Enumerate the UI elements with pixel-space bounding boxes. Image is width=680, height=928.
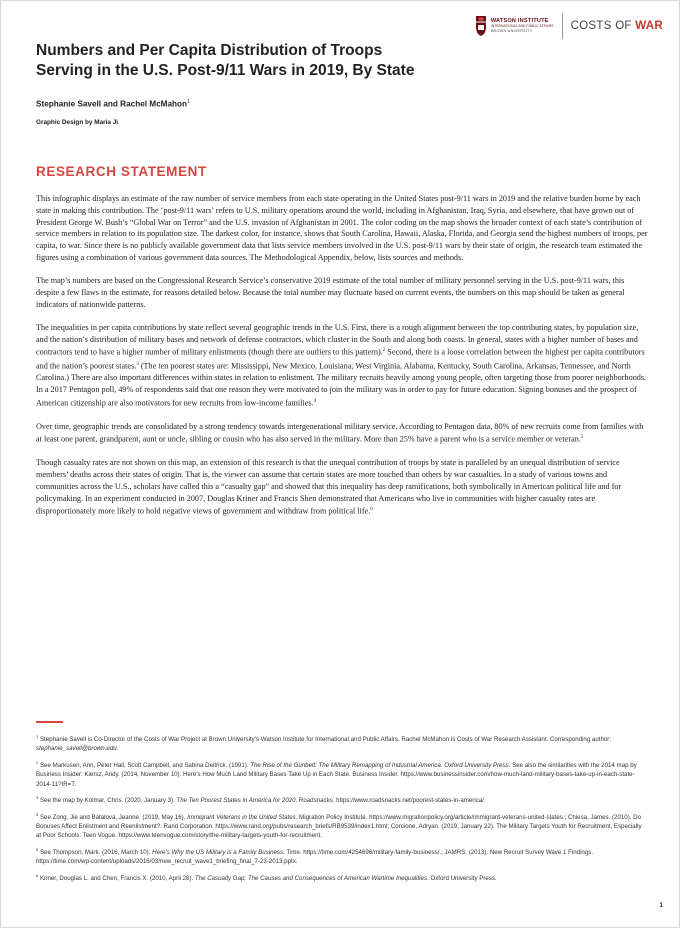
footnote-text: Kriner, Douglas L. and Chen, Francis X. (2010, April 28). — [39, 874, 195, 882]
footnotes — [36, 732, 648, 887]
design-credit: Graphic Design by Maria Ji — [36, 119, 119, 126]
footnote-text: See Markusen, Ann, Peter Hall, Scott Campbell, and Sabina Deitrick. (1991). — [39, 761, 251, 769]
header-logos — [475, 13, 663, 39]
footnote-tail: . Oxford University Press. — [427, 874, 497, 882]
paragraph-3 — [36, 322, 648, 409]
paragraph-5 — [36, 457, 648, 517]
footnote-emphasis: Immigrant Veterans in the United States — [187, 813, 296, 821]
paragraph-text: The inequalities in per capita contributions by state reflect several geographic trends in the U.S. First, there is a rough alignment between the top contributing states, by population size, and the nation’s distribution of military bases and network of defense contractors, which cluster in the South and along both coasts. In general, states with a higher number of bases and contractors tend to have a higher number of military enlistments (though there are outliers to this pattern). — [36, 322, 639, 357]
brown-shield-icon — [475, 15, 487, 37]
title-line-1: Numbers and Per Capita Distribution of Troops — [36, 42, 383, 59]
footnote-ref: 6 — [370, 507, 373, 513]
footnote-number: 1 — [36, 734, 39, 739]
footnote-3 — [36, 793, 648, 805]
footnote-emphasis: The Ten Poorest States in America for 2020 — [176, 797, 296, 805]
page-number: 1 — [659, 902, 663, 909]
footnote-tail: . Migration Policy Institute. https://www.migrationpolicy.org/article/immigrant-veterans-united-states.; Chiesa, James. (2010). Do Bonuses Affect Enlistment and Reenlistment?. Rand Corporation. https://www.rand.org/pubs/research_briefs/RB9539/index1.html; Corcione, Adryan. (2019, January 22). The Military Targets Youth for Recruitment, Especially at Poor Schools. Teen Vogue. https://www.teenvogue.com/story/the-military-targets-youth-for-recruitment. — [36, 813, 642, 840]
footnote-number: 3 — [36, 795, 39, 801]
footnote-emphasis: Here’s Why the US Military is a Family Business — [152, 848, 284, 856]
institute-name: WATSON INSTITUTE — [490, 17, 549, 24]
footnote-emphasis: stephanie_savell@brown.edu — [36, 745, 117, 753]
paragraph-2 — [36, 275, 648, 310]
university-name: BROWN UNIVERSITY — [490, 28, 533, 33]
footnote-ref: 4 — [313, 398, 317, 404]
logo-divider — [562, 13, 563, 39]
footnote-text: See Zong, Jie and Batalova, Jeanne. (2019, May 16). — [39, 813, 188, 821]
author-footnote-ref: 1 — [187, 99, 190, 105]
paragraph-1 — [36, 193, 648, 264]
footnote-number: 5 — [36, 846, 39, 852]
footnote-text: Stephanie Savell is Co-Director of the Costs of War Project at Brown University’s Watson Institute for International and Public Affairs. Rachel McMahon is Costs of War Research Assistant. Corresponding author: — [39, 736, 612, 744]
footnote-tail: . Time. https://time.com/4254696/military-family-business/.; JAMRS. (2013). New Recruit Survey Wave 1 Findings. https://time.com/wp-content/uploads/2016/03/new_recruit_wave1_briefing_final_7-23-2013.pptx. — [36, 848, 594, 866]
footnote-emphasis: The Rise of the Gunbelt: The Military Remapping of Industrial America. Oxford University Press — [250, 761, 509, 769]
title-line-2: Serving in the U.S. Post-9/11 Wars in 2019, By State — [36, 62, 415, 79]
institute-subtitle: INTERNATIONAL AND PUBLIC AFFAIRS — [490, 24, 554, 29]
paragraph-text: Over time, geographic trends are consolidated by a strong tendency towards intergenerational military service. According to Pentagon data, 80% of new recruits come from families with at least one parent, grandparent, aunt or uncle, sibling or cousin who has also served in the military. More than 25% have a parent who is a service member or veteran. — [36, 421, 644, 445]
brand-suffix: WAR — [635, 20, 663, 32]
paragraph-text: Though casualty rates are not shown on this map, an extension of this research is that the unequal contribution of troops by state is paralleled by an unequal distribution of service members’ deaths across their states of origin. That is, the viewer can assume that certain states are more touched than others by war casualties. In a study of various towns and communities across the U.S., scholars have called this a “casualty gap” and showed that this inequality has deep ramifications, both symbolically in American political life and for policymaking. In an experiment conducted in 2007, Douglas Kriner and Francis Shen demonstrated that Americans who live in communities with higher casualty rates are disproportionately more likely to hold negative views of government and withdraw from political life. — [36, 458, 622, 517]
body-text — [36, 193, 648, 529]
brand-prefix: COSTS OF — [570, 20, 632, 32]
footnote-text: See Thompson, Mark. (2016, March 10). — [39, 848, 153, 856]
footnote-tail: . See also the similarities with the 2014 map by Business Insider: Kiersz, Andy. (2014, November 10). Here’s How Much Land Military Bases Take Up in Each State. Business Insider. https://www.businessinsider.com/how-much-land-military-bases-take-up-in-each-state-2014-11?IR=T. — [36, 761, 637, 788]
footnote-number: 4 — [36, 811, 39, 817]
paragraph-4 — [36, 421, 648, 446]
paragraph-text: Second, there is a loose correlation between the highest per capita contributors and the nation’s poorest states. — [36, 347, 645, 371]
footnote-emphasis: The Casualty Gap: The Causes and Consequences of American Wartime Inequalities — [194, 874, 428, 882]
authors — [36, 99, 190, 109]
paragraph-text: This infographic displays an estimate of the raw number of service members from each state operating in the United States post-9/11 wars in 2019 and the relative burden borne by each state in making this contribution. The ‘post-9/11 wars’ refers to U.S. military operations around the world, including in Afghanistan, Iraq, Syria, and elsewhere, that have grown out of President George W. Bush’s “Global War on Terror” and the U.S. invasion of Afghanistan in 2001. The color coding on the map shows the broader context of each state’s contribution of service members in relation to its population size. The darkest color, for instance, shows that South Carolina, Hawaii, Alaska, Florida, and Georgia send the highest numbers of troops, per capita, to war. Since there is no publicly available government data that lists service members involved in the U.S. post-9/11 wars by their state of origin, the research team estimated the figures using a combination of various government data sources. The Methodological Appendix, below, lists sources and methods. — [36, 194, 648, 262]
footnote-6 — [36, 871, 648, 883]
footnote-2 — [36, 758, 648, 789]
footnote-number: 6 — [36, 872, 39, 878]
costs-of-war-logo — [571, 20, 663, 32]
footnote-1 — [36, 732, 648, 754]
paragraph-text: The map’s numbers are based on the Congressional Research Service’s conservative 2019 estimate of the total number of military personnel serving in the U.S. post-9/11 wars, this despite a few flaws in the estimate, for reasons detailed below. Because the total number may fluctuate based on current events, the numbers on this map should be taken as general indicators of nationwide patterns. — [36, 276, 625, 309]
footnote-ref: 5 — [580, 435, 584, 441]
watson-institute-logo — [491, 19, 554, 34]
author-names: Stephanie Savell and Rachel McMahon — [36, 99, 188, 109]
page-title — [36, 41, 476, 81]
footnote-5 — [36, 845, 648, 867]
footnote-4 — [36, 810, 648, 841]
footnote-number: 2 — [36, 759, 39, 765]
footnote-text: See the map by Kolmar, Chris. (2020, January 3). — [39, 797, 177, 805]
footnote-ref: 3 — [136, 361, 139, 367]
footnote-divider — [36, 721, 63, 723]
footnote-tail: . — [116, 745, 119, 753]
footnote-tail: . Roadsnacks. https://www.roadsnacks.net/poorest-states-in-america/. — [295, 797, 486, 805]
footnote-ref: 2 — [382, 348, 386, 354]
section-heading: RESEARCH STATEMENT — [36, 164, 207, 179]
paragraph-text: (The ten poorest states are: Mississippi, New Mexico, Louisiana, West Virginia, Alabama, Kentucky, South Carolina, Arkansas, Tennessee, and North Carolina.) There are also important differences within states in relation to enlistment. The military recruits heavily among young people, often targeting those from poorer neighborhoods. In a 2017 Pentagon poll, 49% of respondents said that one reason they were motivated to join the military was in order to pay for future education. Signing bonuses and the prospect of American citizenship are also motivators for new recruits from low-income families. — [36, 361, 647, 408]
